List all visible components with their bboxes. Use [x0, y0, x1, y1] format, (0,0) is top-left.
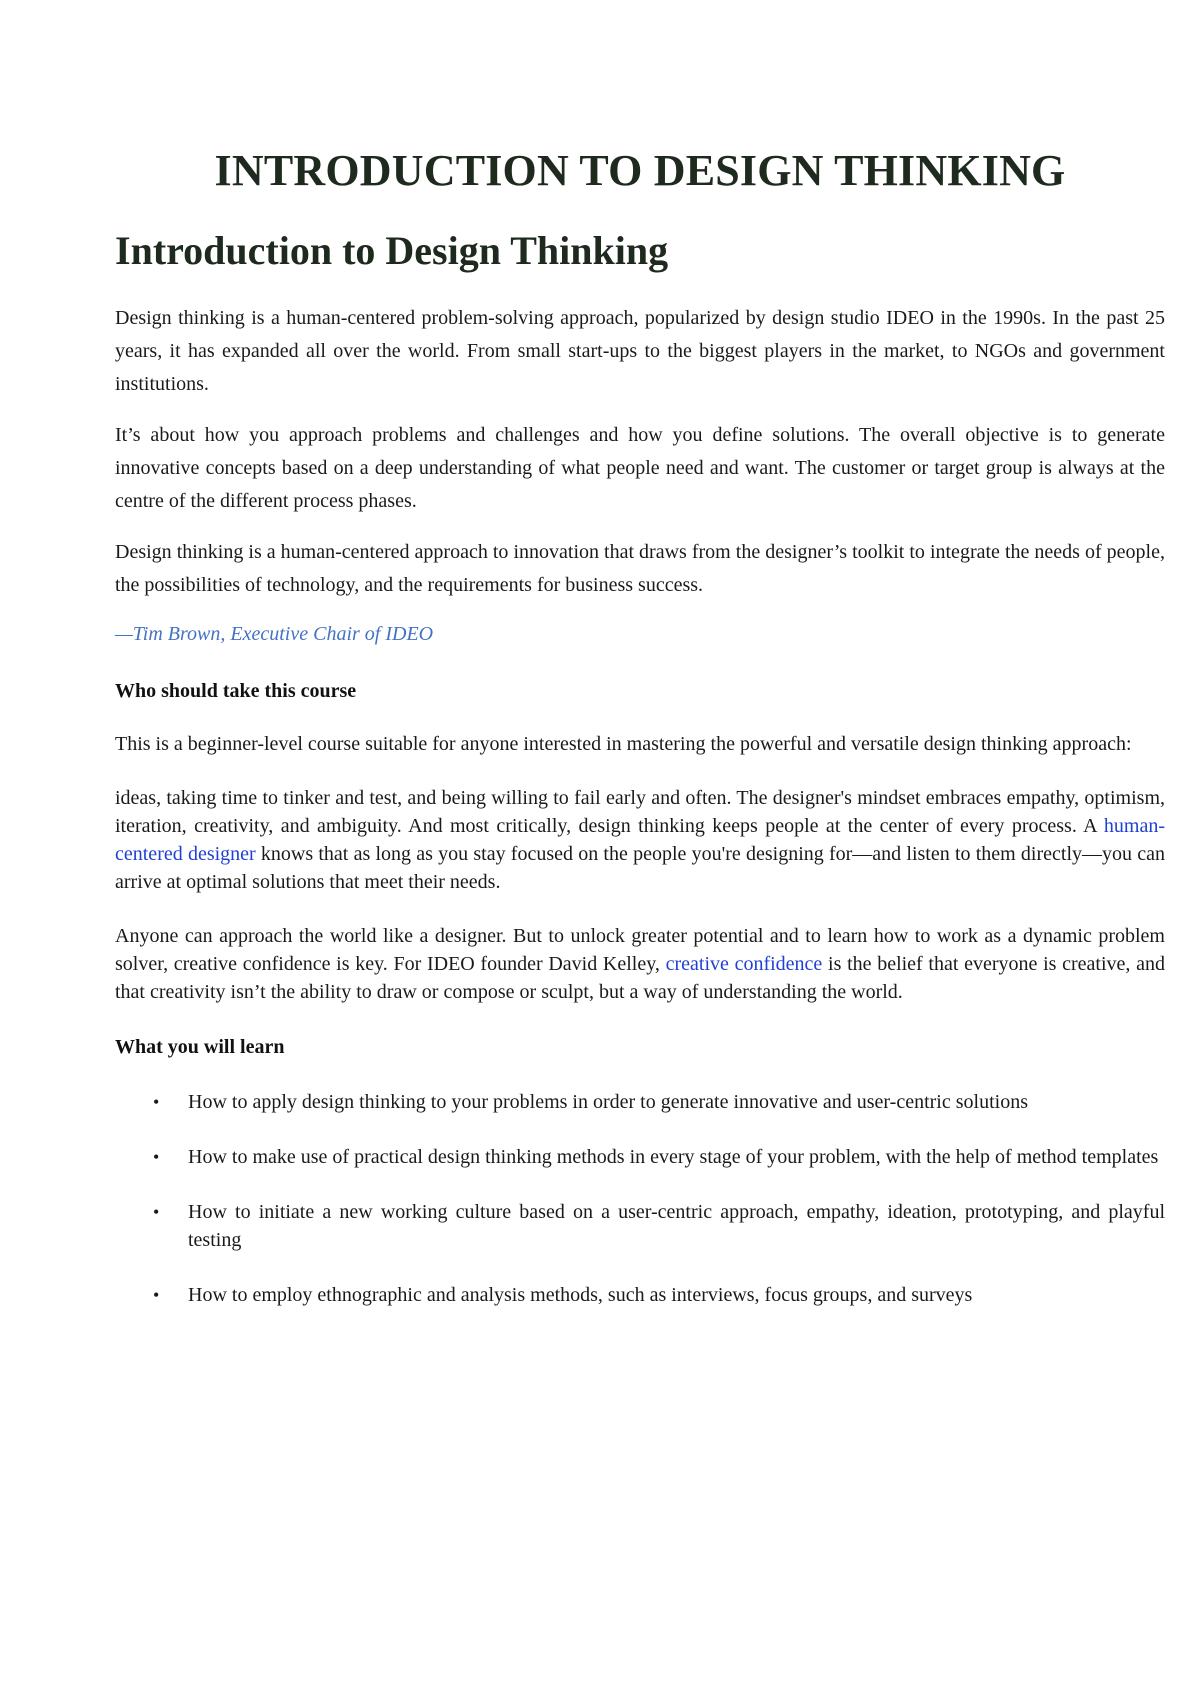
bullet-icon: •	[153, 1092, 160, 1112]
bullet-icon: •	[153, 1285, 160, 1305]
list-item	[115, 1143, 1165, 1171]
mindset-text-after: knows that as long as you stay focused on the people you're designing for—and listen to them directly—you can arrive at optimal solutions that meet their needs.	[115, 843, 1165, 893]
learn-section-heading: What you will learn	[115, 1036, 285, 1058]
list-item-text: How to employ ethnographic and analysis methods, such as interviews, focus groups, and surveys	[188, 1284, 973, 1306]
definition-paragraph: Design thinking is a human-centered approach to innovation that draws from the designer’s toolkit to integrate the needs of people, the possibilities of technology, and the requirements for business success.	[115, 541, 1165, 596]
who-section-heading: Who should take this course	[115, 680, 357, 702]
who-intro-paragraph: This is a beginner-level course suitable for anyone interested in mastering the powerful and versatile design thinking approach:	[115, 733, 1132, 755]
document-body	[115, 140, 1165, 1336]
document-title: INTRODUCTION TO DESIGN THINKING	[214, 146, 1066, 195]
list-item-text: How to initiate a new working culture based on a user-centric approach, empathy, ideation, prototyping, and playful testing	[188, 1201, 1165, 1251]
confidence-text-before: Anyone can approach the world like a designer. But to unlock greater potential and to learn how to work as a dynamic problem solver, creative confidence is key. For IDEO founder David Kelley,	[115, 925, 1165, 975]
approach-paragraph: It’s about how you approach problems and challenges and how you define solutions. The overall objective is to generate innovative concepts based on a deep understanding of what people need and want. The customer or target group is always at the centre of the different process phases.	[115, 424, 1165, 512]
list-item	[115, 1088, 1165, 1116]
creative-confidence-link[interactable]: creative confidence	[665, 953, 823, 975]
document-subtitle: Introduction to Design Thinking	[115, 228, 669, 273]
list-item	[115, 1198, 1165, 1254]
list-item-text: How to make use of practical design thinking methods in every stage of your problem, with the help of method templates	[188, 1146, 1159, 1168]
mindset-paragraph	[115, 784, 1165, 896]
mindset-text-before: ideas, taking time to tinker and test, and being willing to fail early and often. The designer's mindset embraces empathy, optimism, iteration, creativity, and ambiguity. And most critically, design thinking keeps people at the center of every process. A	[115, 787, 1165, 837]
list-item-text: How to apply design thinking to your problems in order to generate innovative and user-centric solutions	[188, 1091, 1028, 1113]
confidence-text-after: is the belief that everyone is creative, and that creativity isn’t the ability to draw or compose or sculpt, but a way of understanding the world.	[115, 953, 1165, 1003]
quote-attribution: —Tim Brown, Executive Chair of IDEO	[115, 623, 434, 645]
list-item	[115, 1281, 1165, 1309]
intro-paragraph: Design thinking is a human-centered problem-solving approach, popularized by design studio IDEO in the 1990s. In the past 25 years, it has expanded all over the world. From small start-ups to the biggest players in the market, to NGOs and government institutions.	[115, 307, 1165, 395]
confidence-paragraph	[115, 922, 1165, 1006]
bullet-icon: •	[153, 1202, 160, 1222]
bullet-icon: •	[153, 1147, 160, 1167]
human-centered-designer-link[interactable]: human-centered designer	[115, 815, 1165, 865]
learn-list	[115, 1088, 1165, 1309]
